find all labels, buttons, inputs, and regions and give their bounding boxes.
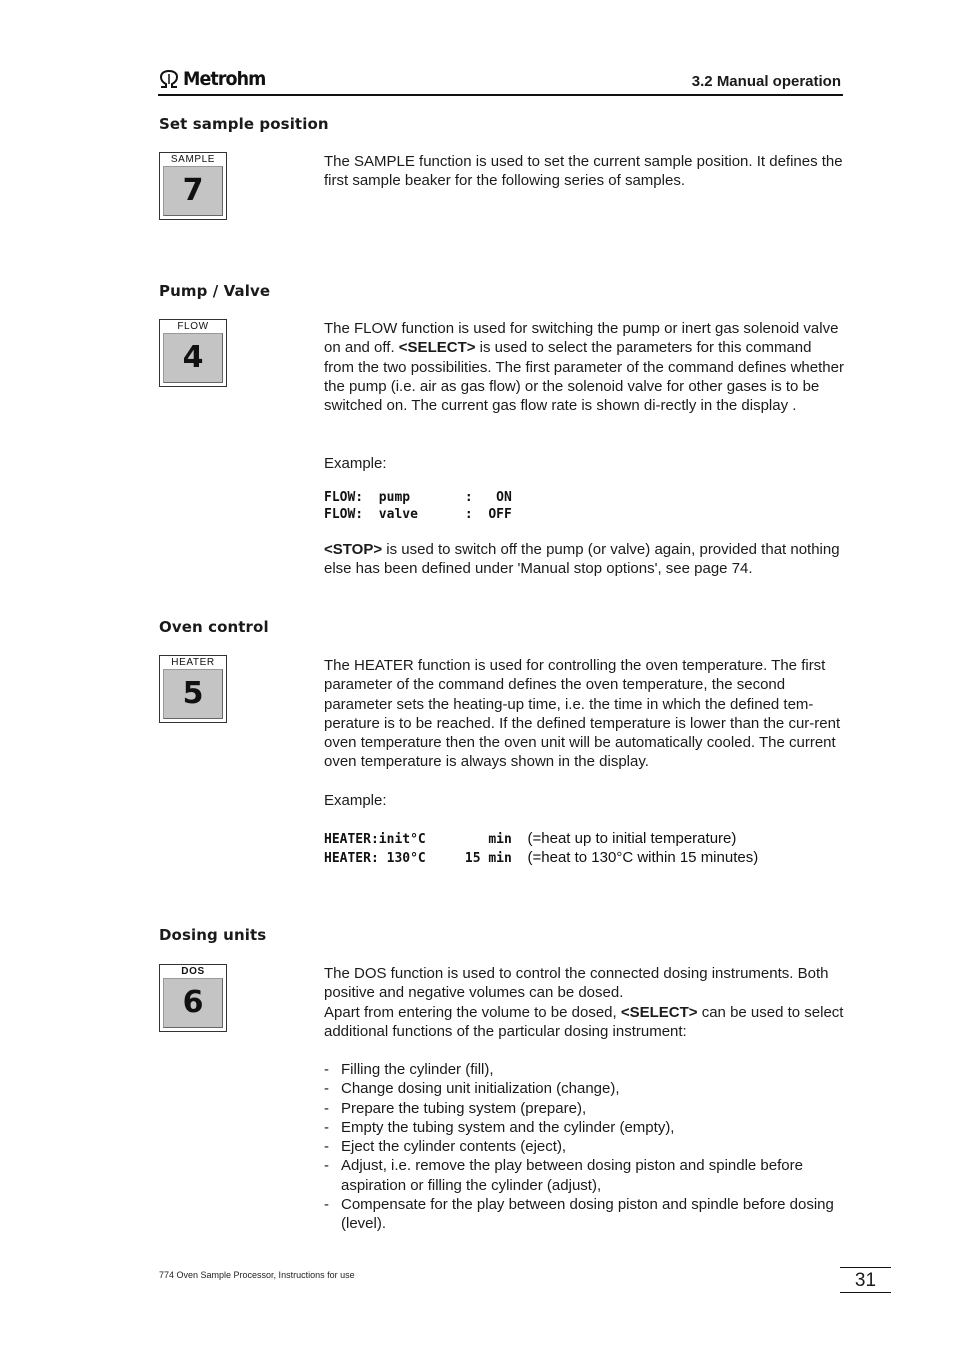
list-item-text: Empty the tubing system and the cylinder (empty),: [341, 1118, 675, 1136]
key-label: HEATER: [171, 657, 215, 668]
code-note: (=heat to 130°C within 15 minutes): [527, 849, 759, 866]
code-command: HEATER:init°C min: [324, 832, 512, 847]
sample-key: [159, 152, 227, 220]
list-item-text: Eject the cylinder contents (eject),: [341, 1138, 567, 1156]
list-item-text: Prepare the tubing system (prepare),: [341, 1099, 587, 1117]
text-run: is used to select the parameters for this command from the two possibilities. The first parameter of the command defines whether the pump (i.e. air as gas flow) or the solenoid valve for other gases is to be switched on. The current gas flow rate is shown di-rectly in the display .: [324, 339, 844, 415]
key-number: 6: [182, 985, 204, 1020]
text-run: Apart from entering the volume to be dosed,: [324, 1003, 621, 1021]
stop-key-ref: <STOP>: [324, 541, 383, 558]
dos-description: [324, 964, 844, 1041]
list-item-text: Filling the cylinder (fill),: [341, 1061, 494, 1078]
text-run: The FLOW function is used for switching the pump or inert gas solenoid valve on and off.: [324, 320, 839, 357]
key-number: 7: [182, 173, 204, 208]
brand-name: Metrohm: [183, 68, 266, 90]
list-item: - Compensate for the play between dosing piston and spindle before dosing (level).: [324, 1196, 834, 1233]
heading-dosing-units: Dosing units: [159, 926, 267, 944]
list-item: - Change dosing unit initialization (change),: [324, 1080, 620, 1098]
key-label: SAMPLE: [170, 154, 216, 165]
key-face: [163, 166, 223, 216]
select-key-ref: <SELECT>: [620, 1003, 698, 1021]
select-key-ref: <SELECT>: [398, 339, 476, 357]
flow-key: [159, 319, 227, 387]
key-face: [163, 333, 223, 383]
section-reference: 3.2 Manual operation: [691, 73, 841, 90]
key-face: [163, 669, 223, 719]
heater-description: The HEATER function is used for controlling the oven temperature. The first parameter of the command defines the oven temperature, the second parameter sets the heating-up time, i.e. the time in which the defined tem-perature is to be reached. If the defined temperature is lower than the cur-rent oven temperature then the oven unit will be automatically cooled. The current oven temperature is always shown in the display.: [324, 657, 841, 771]
list-item: - Filling the cylinder (fill),: [324, 1061, 494, 1078]
dos-key: [159, 964, 227, 1032]
list-item: - Prepare the tubing system (prepare),: [324, 1099, 587, 1117]
key-label: FLOW: [177, 321, 209, 332]
key-number: 4: [182, 340, 204, 375]
page-header: [158, 66, 843, 96]
flow-stop-description: [324, 540, 844, 579]
list-item-text: Compensate for the play between dosing piston and spindle before dosing (level).: [341, 1196, 834, 1233]
footer-document-title: 774 Oven Sample Processor, Instructions for use: [159, 1270, 355, 1280]
list-item-text: Adjust, i.e. remove the play between dosing piston and spindle before aspiration or filling the cylinder (adjust),: [341, 1157, 803, 1194]
list-item: - Eject the cylinder contents (eject),: [324, 1138, 567, 1156]
flow-example-label: Example:: [324, 455, 387, 472]
flow-code-line-1: FLOW: pump : ON: [324, 490, 512, 505]
flow-code-line-2: FLOW: valve : OFF: [324, 507, 512, 522]
code-note: (=heat up to initial temperature): [527, 830, 737, 847]
heater-code-line-2: [324, 849, 758, 867]
flow-description: [324, 319, 844, 415]
heater-example-label: Example:: [324, 792, 387, 809]
list-item: - Empty the tubing system and the cylinder (empty),: [324, 1118, 675, 1136]
page-number: 31: [840, 1267, 891, 1293]
brand-logo: [158, 68, 273, 90]
list-item-text: Change dosing unit initialization (change),: [341, 1080, 620, 1098]
heading-oven-control: Oven control: [159, 618, 269, 636]
heading-pump-valve: Pump / Valve: [159, 282, 271, 300]
sample-description: The SAMPLE function is used to set the current sample position. It defines the first sample beaker for the following series of samples.: [324, 153, 843, 190]
key-label: DOS: [181, 966, 205, 977]
code-command: HEATER: 130°C 15 min: [324, 851, 512, 866]
heater-key: [159, 655, 227, 723]
dos-function-list: [324, 1060, 844, 1234]
heater-code-line-1: [324, 830, 736, 848]
text-run: The DOS function is used to control the connected dosing instruments. Both positive and negative volumes can be dosed.: [324, 965, 829, 1002]
omega-logo-icon: [158, 69, 180, 89]
key-number: 5: [182, 676, 204, 711]
list-item: - Adjust, i.e. remove the play between dosing piston and spindle before aspiration or filling the cylinder (adjust),: [324, 1157, 803, 1194]
text-run: is used to switch off the pump (or valve) again, provided that nothing else has been defined under 'Manual stop options', see page 74.: [324, 541, 840, 578]
key-face: [163, 978, 223, 1028]
heading-set-sample-position: Set sample position: [159, 115, 329, 133]
text-run: can be used to select additional functions of the particular dosing instrument:: [324, 1003, 844, 1040]
